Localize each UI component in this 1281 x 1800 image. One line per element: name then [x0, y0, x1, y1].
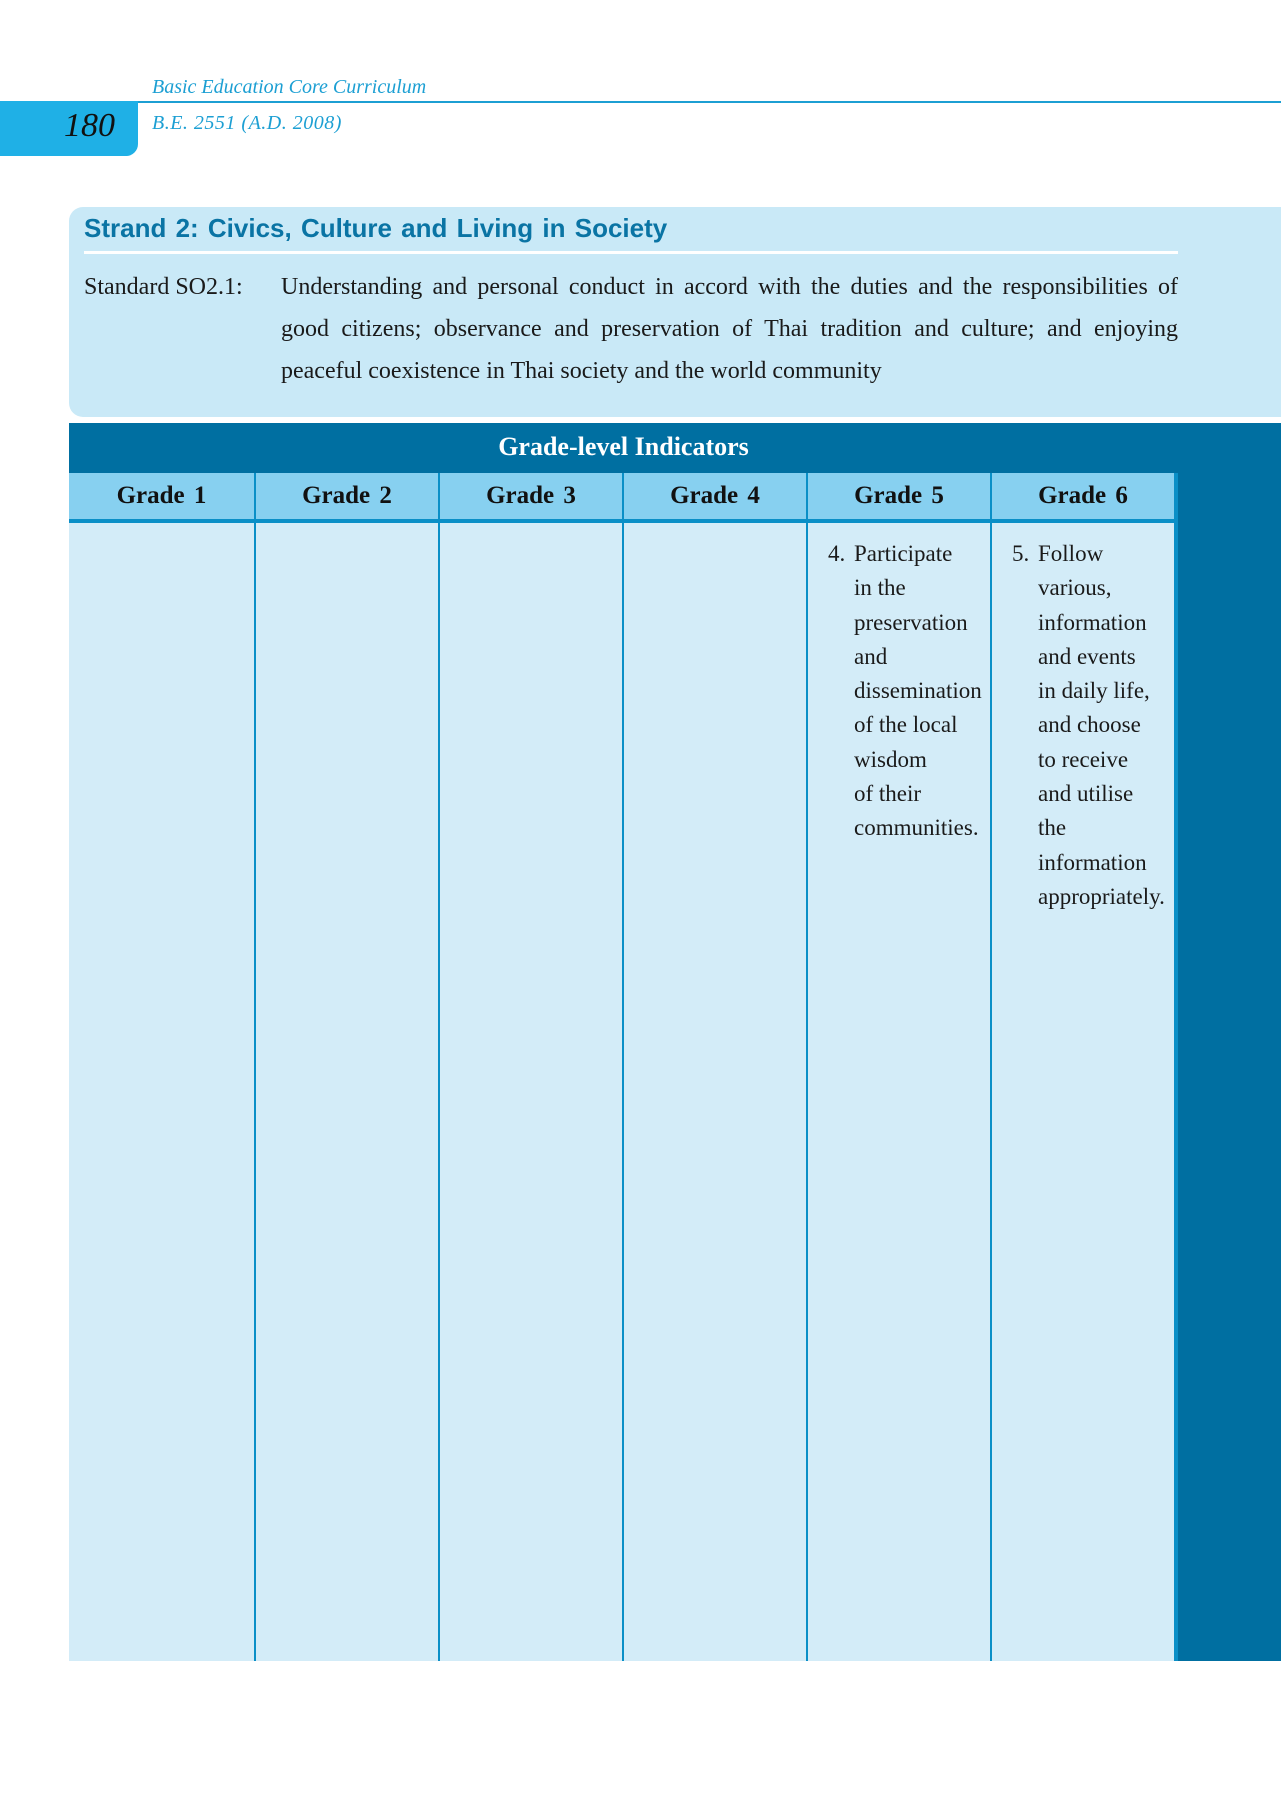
column-header-grade-4: Grade 4: [624, 473, 806, 519]
column-header-grade-2: Grade 2: [256, 473, 438, 519]
indicator-line: the: [1038, 815, 1067, 841]
indicator-text: [1038, 537, 1170, 914]
indicator-line: information: [1038, 849, 1147, 875]
cell-grade-6: [992, 523, 1174, 1661]
table-title: Grade-level Indicators: [498, 432, 749, 461]
column-header-grade-5: Grade 5: [808, 473, 990, 519]
indicator-line: communities.: [854, 815, 979, 841]
indicator-number: 5.: [1012, 541, 1030, 566]
indicator-item: [828, 537, 986, 846]
strand-divider: [84, 251, 1178, 254]
column-header-grade-6: Grade 6: [992, 473, 1174, 519]
cell-grade-4: [624, 523, 806, 1661]
indicator-line: wisdom: [854, 746, 927, 772]
indicator-number: 4.: [828, 541, 846, 566]
indicator-text: [854, 537, 986, 846]
indicator-line: and events: [1038, 643, 1136, 669]
indicator-item: [1012, 537, 1170, 914]
indicator-line: to receive: [1038, 746, 1129, 772]
page-number: 180: [64, 107, 115, 144]
indicator-line: and: [854, 643, 888, 669]
indicator-line: in the: [854, 575, 906, 601]
cell-grade-5: [808, 523, 990, 1661]
strand-title: Strand 2: Civics, Culture and Living in Society: [84, 213, 668, 243]
column-header-grade-3: Grade 3: [440, 473, 622, 519]
book-title: Basic Education Core Curriculum: [152, 76, 427, 98]
book-edition: B.E. 2551 (A.D. 2008): [152, 112, 342, 134]
indicator-line: information: [1038, 609, 1147, 635]
indicator-line: Participate: [854, 541, 953, 566]
indicator-line: various,: [1038, 575, 1112, 601]
standard-text: Understanding and personal conduct in accord with the duties and the responsibilities of good citizens; observance and preservation of Thai tradition and culture; and enjoying peaceful coexistence in Thai society and the world community: [281, 274, 1178, 384]
indicator-line: preservation: [854, 609, 968, 635]
cell-grade-1: [69, 523, 254, 1661]
standard-label: Standard SO2.1:: [84, 274, 243, 300]
indicator-line: Follow: [1038, 541, 1104, 566]
indicator-line: dissemination: [854, 678, 982, 704]
indicator-line: of their: [854, 781, 922, 807]
indicator-line: of the local: [854, 712, 958, 738]
indicator-line: and utilise: [1038, 781, 1134, 807]
column-header-grade-1: Grade 1: [69, 473, 254, 519]
cell-grade-3: [440, 523, 622, 1661]
indicator-line: appropriately.: [1038, 883, 1165, 909]
indicator-line: and choose: [1038, 712, 1141, 738]
cell-grade-2: [256, 523, 438, 1661]
indicator-line: in daily life,: [1038, 678, 1150, 704]
indicators-table: [69, 473, 1178, 1661]
header-rule: [0, 101, 1281, 103]
